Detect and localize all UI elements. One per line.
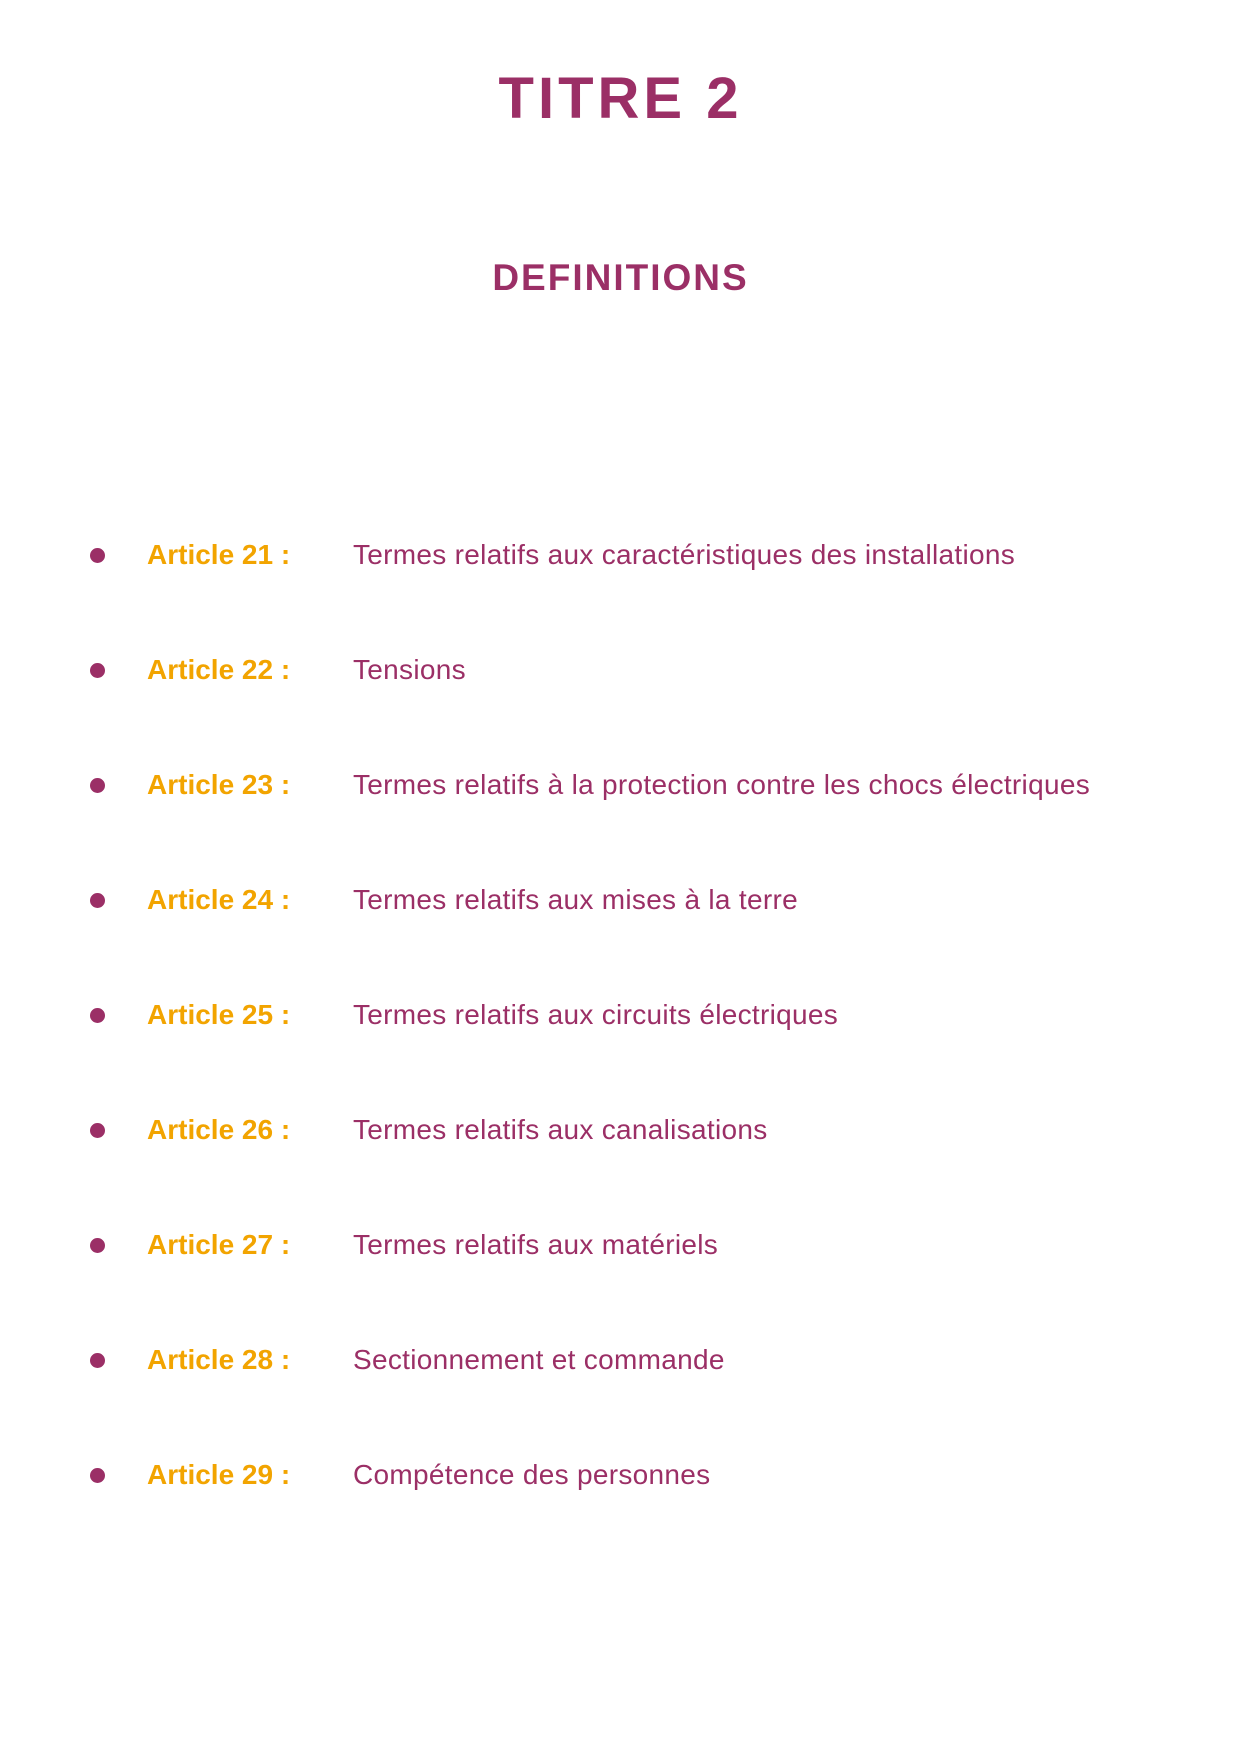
article-title: Compétence des personnes (353, 1459, 711, 1490)
article-label: Article 26 : (147, 1114, 291, 1145)
bullet-icon (90, 1353, 105, 1368)
list-item (0, 878, 1241, 993)
list-item (0, 993, 1241, 1108)
article-label: Article 24 : (147, 884, 291, 915)
article-title: Termes relatifs aux caractéristiques des installations (353, 539, 1016, 570)
page-title: TITRE 2 (498, 66, 743, 131)
list-item (0, 1108, 1241, 1223)
article-label: Article 27 : (147, 1229, 291, 1260)
article-title: Termes relatifs aux mises à la terre (353, 884, 798, 915)
list-item (0, 763, 1241, 878)
bullet-icon (90, 548, 105, 563)
list-item (0, 533, 1241, 648)
article-title: Termes relatifs à la protection contre les chocs électriques (353, 769, 1090, 800)
article-title: Termes relatifs aux circuits électriques (353, 999, 839, 1030)
article-title: Termes relatifs aux canalisations (353, 1114, 768, 1145)
article-list (0, 533, 1241, 1568)
list-item (0, 1338, 1241, 1453)
bullet-icon (90, 1123, 105, 1138)
article-label: Article 28 : (147, 1344, 291, 1375)
article-title: Tensions (353, 654, 466, 685)
article-label: Article 25 : (147, 999, 291, 1030)
bullet-icon (90, 663, 105, 678)
bullet-icon (90, 1008, 105, 1023)
section-title: DEFINITIONS (492, 257, 749, 298)
list-item (0, 648, 1241, 763)
article-label: Article 22 : (147, 654, 291, 685)
bullet-icon (90, 893, 105, 908)
bullet-icon (90, 1468, 105, 1483)
list-item (0, 1223, 1241, 1338)
list-item (0, 1453, 1241, 1568)
bullet-icon (90, 1238, 105, 1253)
article-title: Termes relatifs aux matériels (353, 1229, 719, 1260)
article-label: Article 29 : (147, 1459, 291, 1490)
bullet-icon (90, 778, 105, 793)
article-title: Sectionnement et commande (353, 1344, 725, 1375)
article-label: Article 23 : (147, 769, 291, 800)
article-label: Article 21 : (147, 539, 291, 570)
